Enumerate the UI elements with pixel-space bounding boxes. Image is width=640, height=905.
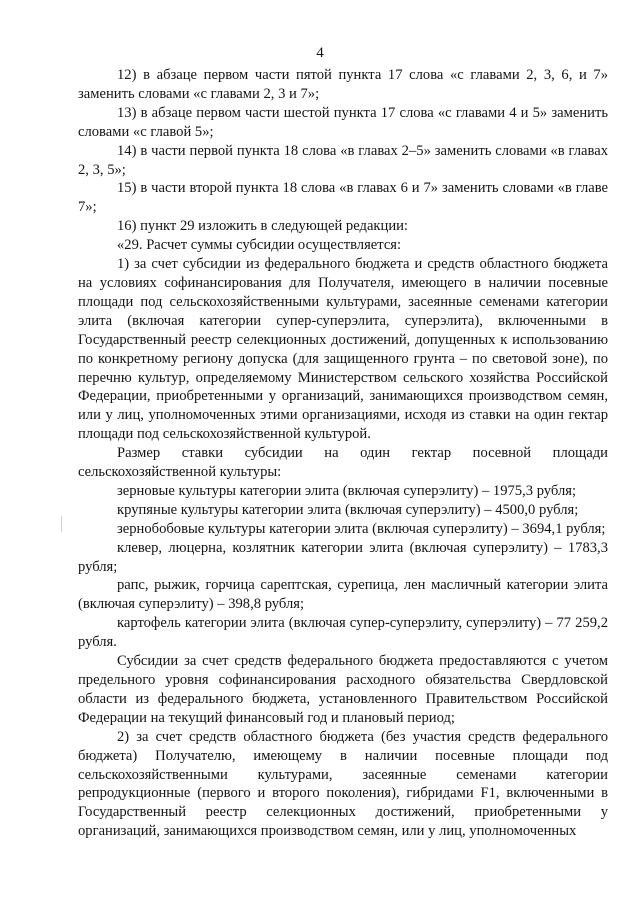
rate-oilseed-crops: рапс, рыжик, горчица сарептская, сурепица, лен масличный категории элита (включая суперэлиту) – 398,8 рубля; xyxy=(78,577,608,613)
amendment-item-14: 14) в части первой пункта 18 слова «в главах 2–5» заменить словами «в главах 2, 3, 5»; xyxy=(78,142,608,178)
rate-groat-crops: крупяные культуры категории элита (включая суперэлиту) – 4500,0 рубля; xyxy=(117,501,579,518)
amendment-item-16: 16) пункт 29 изложить в следующей редакции: xyxy=(117,218,408,235)
amendment-item-15: 15) в части второй пункта 18 слова «в главах 6 и 7» заменить словами «в главе 7»; xyxy=(78,180,608,216)
clause-29-subitem-2: 2) за счет средств областного бюджета (без участия средств федерального бюджета) Получателю, имеющему в наличии посевные площади под сельскохозяйственными культурами, засеянные семенами категории репродукционные (первого и второго поколения), гибридами F1, включенными в Государственный реестр селекционных достижений, приобретенными у организаций, занимающихся производством семян, или у лиц, уполномоченных xyxy=(78,728,608,840)
scan-margin-mark xyxy=(61,516,62,532)
rate-potato: картофель категории элита (включая супер-суперэлиту, суперэлиту) – 77 259,2 рубля. xyxy=(78,615,608,651)
amendment-item-13: 13) в абзаце первом части шестой пункта 17 слова «с главами 4 и 5» заменить словами «с главой 5»; xyxy=(78,104,608,140)
rate-clover-alfalfa: клевер, люцерна, козлятник категории элита (включая суперэлиту) – 1783,3 рубля; xyxy=(78,539,608,575)
page-number: 4 xyxy=(316,45,324,61)
clause-29-subitem-1: 1) за счет субсидии из федерального бюджета и средств областного бюджета на условиях софинансирования для Получателя, имеющего в наличии посевные площади под сельскохозяйственными культурами, засеянные семенами категории элита (включая категории супер-суперэлита, суперэлита), включенными в Государственный реестр селекционных достижений, допущенных к использованию по конкретному региону допуска (для защищенного грунта – по световой зоне), по перечню культур, определяемому Министерством сельского хозяйства Российской Федерации, приобретенными у организаций, занимающихся производством семян, или у лиц, уполномоченных этими организациями, исходя из ставки на один гектар площади под сельскохозяйственной культурой. xyxy=(78,256,608,443)
subsidy-rate-intro: Размер ставки субсидии на один гектар посевной площади сельскохозяйственной культуры: xyxy=(78,445,608,481)
clause-29-heading: «29. Расчет суммы субсидии осуществляется: xyxy=(117,237,402,254)
amendment-item-12: 12) в абзаце первом части пятой пункта 17 слова «с главами 2, 3, 6, и 7» заменить словами «с главами 2, 3 и 7»; xyxy=(78,67,608,102)
federal-cofinancing-note: Субсидии за счет средств федерального бюджета предоставляются с учетом предельного уровня софинансирования расходного обязательства Свердловской области из федерального бюджета, установленного Правительством Российской Федерации на текущий финансовый год и плановый период; xyxy=(78,653,608,726)
document-body xyxy=(78,66,608,841)
rate-grain-crops: зерновые культуры категории элита (включая суперэлиту) – 1975,3 рубля; xyxy=(117,482,577,499)
rate-legume-crops: зернобобовые культуры категории элита (включая суперэлиту) – 3694,1 рубля; xyxy=(117,520,606,537)
